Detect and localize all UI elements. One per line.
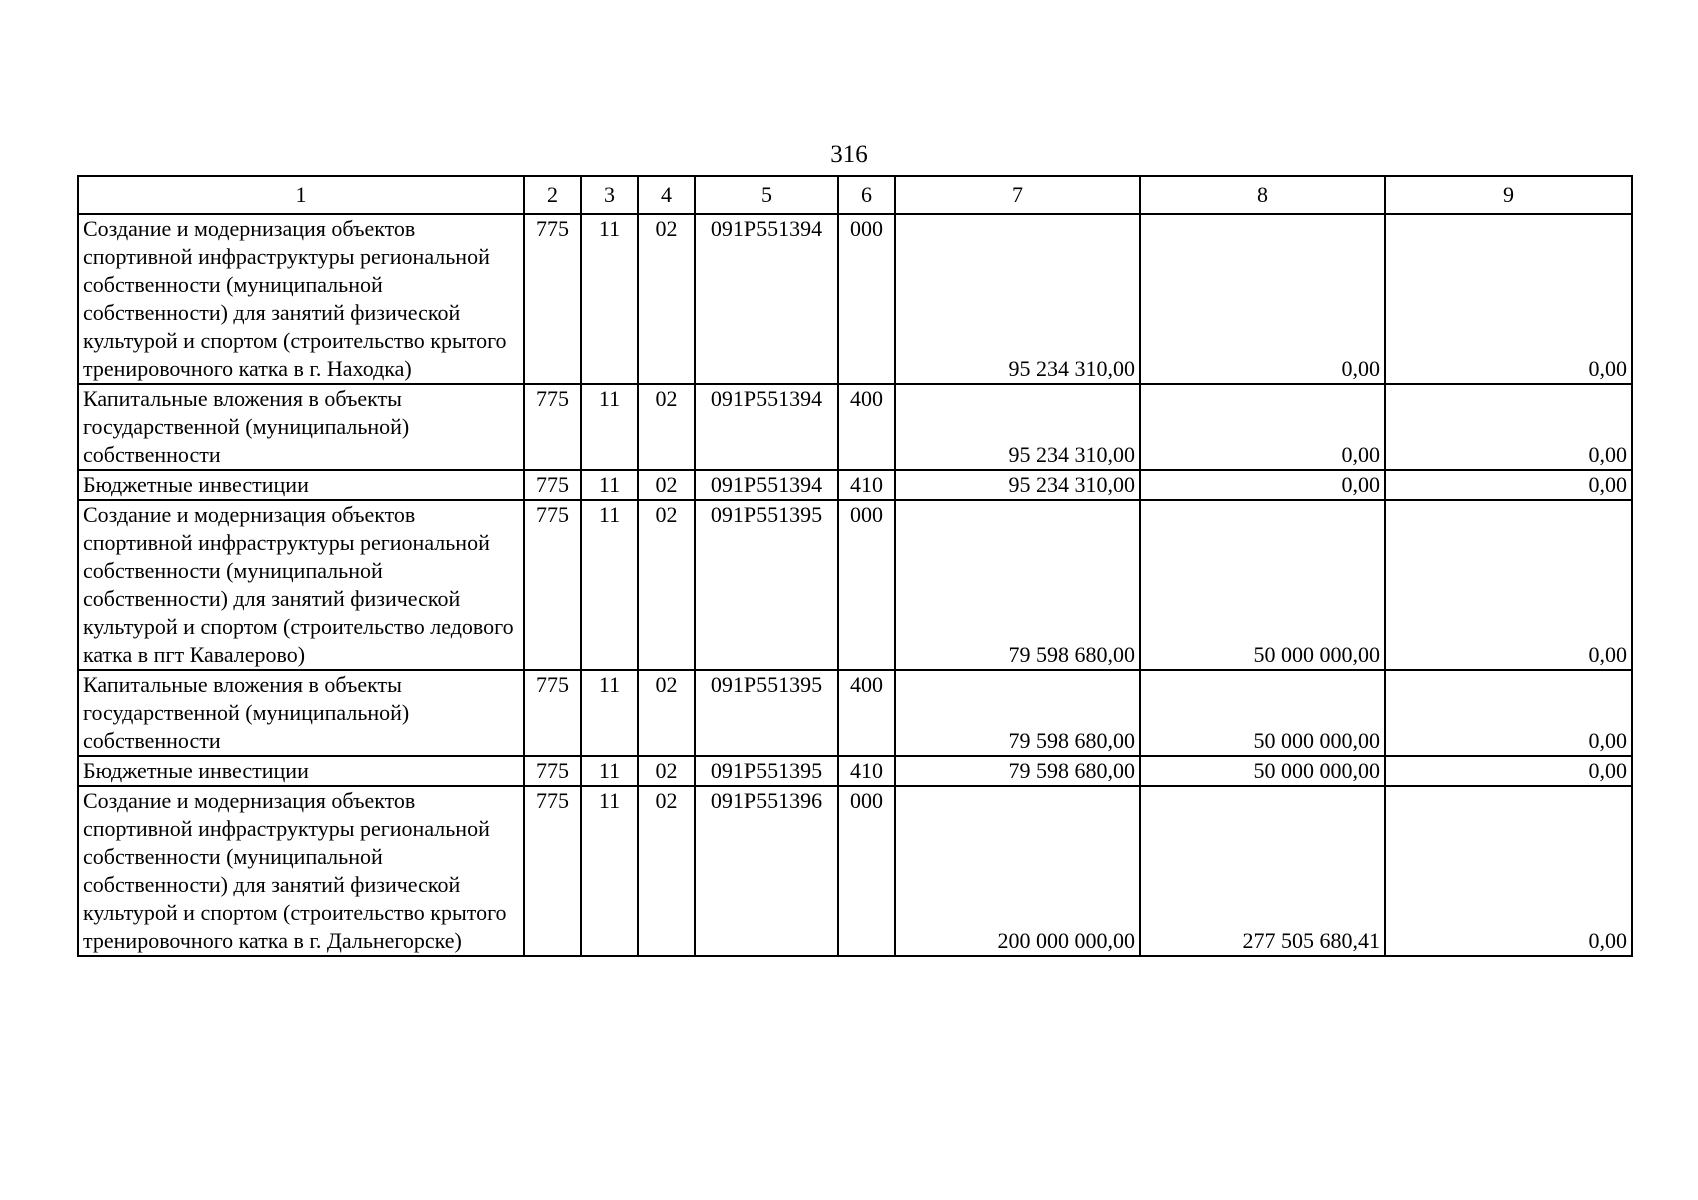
amount-col-8: 50 000 000,00 xyxy=(1140,756,1385,786)
column-header-9: 9 xyxy=(1385,176,1632,214)
column-header-2: 2 xyxy=(524,176,581,214)
target-article-code: 091P551396 xyxy=(695,786,838,956)
row-name: Капитальные вложения в объекты государственной (муниципальной) собственности xyxy=(78,384,524,470)
section-code: 11 xyxy=(581,500,638,670)
section-code: 11 xyxy=(581,384,638,470)
amount-col-8: 50 000 000,00 xyxy=(1140,670,1385,756)
row-name: Создание и модернизация объектов спортивной инфраструктуры региональной собственности (муниципальной собственности) для занятий физической культурой и спортом (строительство крытого тренировочного катка в г. Дальнегорске) xyxy=(78,786,524,956)
amount-col-9: 0,00 xyxy=(1385,500,1632,670)
ministry-code: 775 xyxy=(524,500,581,670)
page-number: 316 xyxy=(830,141,868,168)
subsection-code: 02 xyxy=(638,470,695,500)
table-row xyxy=(78,670,1632,756)
section-code: 11 xyxy=(581,786,638,956)
table-row xyxy=(78,214,1632,384)
amount-col-9: 0,00 xyxy=(1385,786,1632,956)
column-header-5: 5 xyxy=(695,176,838,214)
target-article-code: 091P551395 xyxy=(695,500,838,670)
ministry-code: 775 xyxy=(524,214,581,384)
table-row xyxy=(78,786,1632,956)
table-row xyxy=(78,470,1632,500)
subsection-code: 02 xyxy=(638,384,695,470)
section-code: 11 xyxy=(581,670,638,756)
amount-col-7: 95 234 310,00 xyxy=(895,384,1140,470)
subsection-code: 02 xyxy=(638,756,695,786)
target-article-code: 091P551395 xyxy=(695,756,838,786)
column-header-3: 3 xyxy=(581,176,638,214)
amount-col-9: 0,00 xyxy=(1385,670,1632,756)
row-name: Создание и модернизация объектов спортивной инфраструктуры региональной собственности (муниципальной собственности) для занятий физической культурой и спортом (строительство ледового катка в пгт Кавалерово) xyxy=(78,500,524,670)
subsection-code: 02 xyxy=(638,214,695,384)
row-name: Бюджетные инвестиции xyxy=(78,470,524,500)
expense-type-code: 400 xyxy=(838,384,895,470)
ministry-code: 775 xyxy=(524,470,581,500)
section-code: 11 xyxy=(581,214,638,384)
amount-col-8: 0,00 xyxy=(1140,470,1385,500)
amount-col-7: 95 234 310,00 xyxy=(895,214,1140,384)
amount-col-9: 0,00 xyxy=(1385,214,1632,384)
expense-type-code: 410 xyxy=(838,756,895,786)
target-article-code: 091P551394 xyxy=(695,384,838,470)
row-name: Капитальные вложения в объекты государственной (муниципальной) собственности xyxy=(78,670,524,756)
subsection-code: 02 xyxy=(638,786,695,956)
subsection-code: 02 xyxy=(638,670,695,756)
expense-type-code: 000 xyxy=(838,786,895,956)
section-code: 11 xyxy=(581,756,638,786)
subsection-code: 02 xyxy=(638,500,695,670)
amount-col-9: 0,00 xyxy=(1385,756,1632,786)
target-article-code: 091P551394 xyxy=(695,214,838,384)
amount-col-8: 277 505 680,41 xyxy=(1140,786,1385,956)
section-code: 11 xyxy=(581,470,638,500)
header-row xyxy=(78,176,1632,214)
ministry-code: 775 xyxy=(524,786,581,956)
table-row xyxy=(78,756,1632,786)
table-body xyxy=(78,214,1632,956)
ministry-code: 775 xyxy=(524,756,581,786)
row-name: Создание и модернизация объектов спортивной инфраструктуры региональной собственности (муниципальной собственности) для занятий физической культурой и спортом (строительство крытого тренировочного катка в г. Находка) xyxy=(78,214,524,384)
row-name: Бюджетные инвестиции xyxy=(78,756,524,786)
column-header-6: 6 xyxy=(838,176,895,214)
amount-col-7: 79 598 680,00 xyxy=(895,756,1140,786)
ministry-code: 775 xyxy=(524,384,581,470)
table-row xyxy=(78,384,1632,470)
table-row xyxy=(78,500,1632,670)
amount-col-7: 200 000 000,00 xyxy=(895,786,1140,956)
ministry-code: 775 xyxy=(524,670,581,756)
expense-type-code: 000 xyxy=(838,214,895,384)
table-header xyxy=(78,176,1632,214)
amount-col-7: 79 598 680,00 xyxy=(895,500,1140,670)
amount-col-7: 79 598 680,00 xyxy=(895,670,1140,756)
amount-col-9: 0,00 xyxy=(1385,470,1632,500)
column-header-8: 8 xyxy=(1140,176,1385,214)
amount-col-7: 95 234 310,00 xyxy=(895,470,1140,500)
column-header-4: 4 xyxy=(638,176,695,214)
target-article-code: 091P551395 xyxy=(695,670,838,756)
amount-col-8: 50 000 000,00 xyxy=(1140,500,1385,670)
amount-col-8: 0,00 xyxy=(1140,384,1385,470)
column-header-1: 1 xyxy=(78,176,524,214)
expense-type-code: 400 xyxy=(838,670,895,756)
amount-col-9: 0,00 xyxy=(1385,384,1632,470)
expense-type-code: 410 xyxy=(838,470,895,500)
amount-col-8: 0,00 xyxy=(1140,214,1385,384)
expense-type-code: 000 xyxy=(838,500,895,670)
column-header-7: 7 xyxy=(895,176,1140,214)
target-article-code: 091P551394 xyxy=(695,470,838,500)
budget-table xyxy=(77,175,1633,957)
